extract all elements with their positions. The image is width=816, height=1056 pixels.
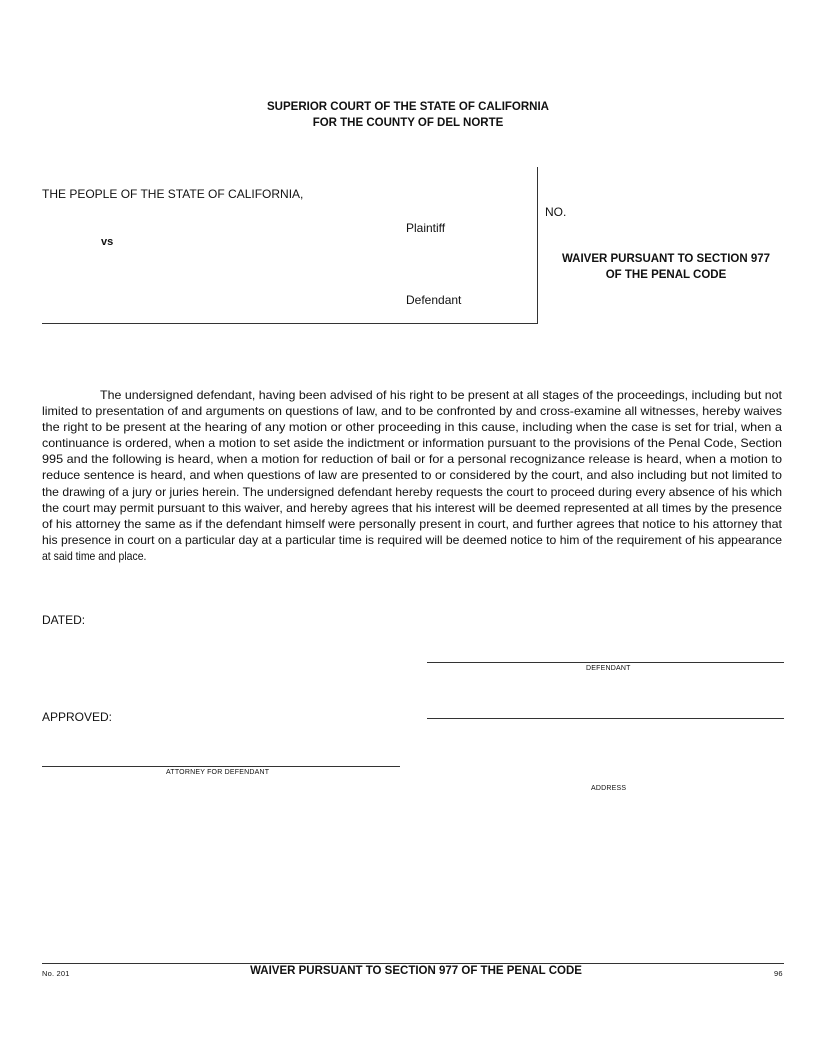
defendant-signature-label: DEFENDANT xyxy=(586,665,631,672)
waiver-paragraph xyxy=(42,388,782,565)
document-title-line1: WAIVER PURSUANT TO SECTION 977 xyxy=(561,253,771,265)
footer-title: WAIVER PURSUANT TO SECTION 977 OF THE PENAL CODE xyxy=(250,965,582,977)
approved-label: APPROVED: xyxy=(42,710,113,724)
plaintiff-label: Plaintiff xyxy=(406,221,446,235)
form-code: 96 xyxy=(774,969,783,978)
caption-divider-horizontal xyxy=(42,323,538,324)
paragraph-line: The undersigned defendant, having been advised of his right to be present at all stages of the proceedings, including but not xyxy=(100,389,782,402)
attorney-signature-line[interactable] xyxy=(42,766,400,767)
paragraph-line: continuance is ordered, when a motion to set aside the indictment or information pursuant to the provisions of the Penal Code, Section xyxy=(42,437,782,451)
paragraph-line: limited to presentation of and arguments on questions of law, and to be confronted by and cross-examine all witnesses, hereby waives xyxy=(42,405,782,419)
attorney-signature-label: ATTORNEY FOR DEFENDANT xyxy=(166,769,270,776)
paragraph-line: the drawing of a jury or juries herein. The undersigned defendant hereby requests the court to proceed during every absence of his which xyxy=(42,485,782,499)
address-label: ADDRESS xyxy=(591,785,627,792)
address-line[interactable] xyxy=(427,718,784,719)
form-number: No. 201 xyxy=(42,969,70,978)
paragraph-line: of his attorney the same as if the defendant himself were personally present in court, and further agrees that notice to his attorney that xyxy=(42,517,782,531)
defendant-signature-line[interactable] xyxy=(427,662,784,663)
caption-divider-vertical xyxy=(537,167,538,324)
paragraph-line: the right to be present at the hearing of any motion or other proceeding in this cause, including when the case is set for trial, when a xyxy=(42,421,783,435)
defendant-label: Defendant xyxy=(406,293,462,307)
county-name: FOR THE COUNTY OF DEL NORTE xyxy=(312,117,504,129)
paragraph-line: at said time and place. xyxy=(42,549,147,563)
paragraph-line: his presence in court on a particular day at a particular time is required will be deemed notice to him of the requirement of his appearance xyxy=(42,533,782,547)
case-number-label: NO. xyxy=(545,205,567,219)
vs-label: vs xyxy=(101,236,114,248)
document-title-line2: OF THE PENAL CODE xyxy=(605,269,727,281)
footer-rule xyxy=(42,963,784,964)
people-party: THE PEOPLE OF THE STATE OF CALIFORNIA, xyxy=(42,187,304,201)
paragraph-line: the court may permit pursuant to this waiver, and hereby agrees that his interest will be deemed represented at all times by the presence xyxy=(42,501,782,515)
court-name: SUPERIOR COURT OF THE STATE OF CALIFORNIA xyxy=(267,101,549,113)
paragraph-line: reduce sentence is heard, and when questions of law are presented to or considered by the court, and also including but not limited to xyxy=(42,469,782,483)
paragraph-line: 995 and the following is heard, when a motion for reduction of bail or for a personal recognizance release is heard, when a motion to xyxy=(42,453,782,467)
dated-label: DATED: xyxy=(42,613,86,627)
